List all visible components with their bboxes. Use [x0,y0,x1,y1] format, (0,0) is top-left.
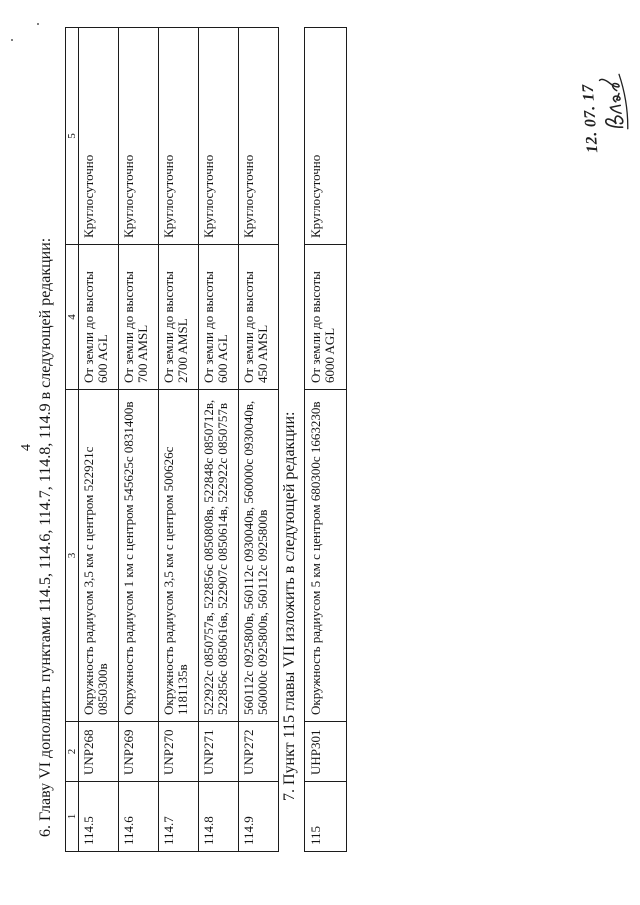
table-row [199,28,239,852]
zone-code: UHP301 [308,729,323,775]
altitude-limits-cell [79,245,119,390]
column-number: 3 [66,390,79,722]
zone-boundary-line: 1181135в [175,664,190,715]
scan-speck [11,39,13,41]
section-6-heading: 6. Главу VI дополнить пунктами 114.5, 114.6, 114.7, 114.8, 114.9 в следующей редакции: [37,237,54,837]
altitude-limits-line: 6000 AGL [322,327,337,383]
zone-code-cell [199,722,239,782]
item-number: 114.5 [81,816,96,845]
table-row [119,28,159,852]
zone-code-cell [159,722,199,782]
item-number-cell [199,782,239,852]
zone-code: UNP270 [161,729,176,775]
operating-time-cell [239,28,279,245]
zone-code-cell [239,722,279,782]
zone-boundary-line: Окружность радиусом 3,5 км с центром 500626с [161,446,176,715]
altitude-limits-line: 600 AGL [95,334,110,383]
operating-time: Круглосуточно [201,154,216,238]
section-7-table [304,27,347,852]
zone-boundary-cell [119,390,159,722]
operating-time-cell [119,28,159,245]
operating-time-cell [159,28,199,245]
zone-code-cell [79,722,119,782]
scan-speck [37,23,39,25]
zone-code: UNP269 [121,729,136,775]
altitude-limits-cell [119,245,159,390]
operating-time: Круглосуточно [121,154,136,238]
column-number: 5 [66,28,79,245]
zone-code-cell [119,722,159,782]
operating-time-cell [199,28,239,245]
operating-time: Круглосуточно [161,154,176,238]
altitude-limits-line: От земли до высоты [161,271,176,383]
item-number: 114.7 [161,816,176,845]
zone-boundary-line: 0850300в [95,663,110,715]
column-number: 4 [66,245,79,390]
table-row [159,28,199,852]
zone-code: UNP272 [241,729,256,775]
zone-boundary-line: Окружность радиусом 3,5 км с центром 522921с [81,446,96,715]
zone-boundary-line: 522922с 0850757в, 522856с 0850808в, 522848с 0850712в, [201,399,216,715]
item-number: 114.6 [121,816,136,845]
zone-code-cell [305,722,347,782]
zone-boundary-cell [159,390,199,722]
table-row [305,28,347,852]
altitude-limits-line: 450 AMSL [255,324,270,383]
table-header-row [66,28,79,852]
zone-boundary-line: Окружность радиусом 1 км с центром 545625с 0831400в [121,401,136,715]
operating-time: Круглосуточно [241,154,256,238]
page-number: 4 [19,444,34,451]
operating-time-cell [79,28,119,245]
item-number-cell [305,782,347,852]
altitude-limits-cell [305,245,347,390]
section-7-heading: 7. Пункт 115 главы VII изложить в следующей редакции: [281,411,298,801]
altitude-limits-line: От земли до высоты [81,271,96,383]
column-number: 1 [66,782,79,852]
altitude-limits-cell [159,245,199,390]
section-6-table [65,27,279,852]
operating-time: Круглосуточно [81,154,96,238]
zone-boundary-cell [239,390,279,722]
operating-time: Круглосуточно [308,154,323,238]
item-number: 114.8 [201,816,216,845]
zone-boundary-line: 560000с 0925800в, 560112с 0925800в [255,509,270,715]
zone-boundary-line: Окружность радиусом 5 км с центром 680300с 1663230в [308,401,323,715]
operating-time-cell [305,28,347,245]
item-number: 114.9 [241,816,256,845]
altitude-limits-line: 2700 AMSL [175,318,190,383]
item-number-cell [79,782,119,852]
altitude-limits-line: От земли до высоты [121,271,136,383]
table-row [79,28,119,852]
altitude-limits-line: 700 AMSL [135,324,150,383]
item-number: 115 [308,825,323,845]
altitude-limits-line: От земли до высоты [308,271,323,383]
zone-boundary-cell [305,390,347,722]
altitude-limits-line: 600 AGL [215,334,230,383]
table-row [239,28,279,852]
altitude-limits-line: От земли до высоты [241,271,256,383]
column-number: 2 [66,722,79,782]
item-number-cell [159,782,199,852]
zone-boundary-line: 560112с 0925800в, 560112с 0930040в, 560000с 0930040в, [241,400,256,715]
zone-code: UNP271 [201,729,216,775]
altitude-limits-line: От земли до высоты [201,271,216,383]
handwritten-date: 12. 07. 17 [579,83,602,154]
zone-boundary-cell [79,390,119,722]
zone-boundary-cell [199,390,239,722]
altitude-limits-cell [239,245,279,390]
zone-boundary-line: 522856с 0850616в, 522907с 0850614в, 522922с 0850757в [215,403,230,715]
item-number-cell [119,782,159,852]
handwritten-signature [595,71,633,134]
zone-code: UNP268 [81,729,96,775]
item-number-cell [239,782,279,852]
altitude-limits-cell [199,245,239,390]
